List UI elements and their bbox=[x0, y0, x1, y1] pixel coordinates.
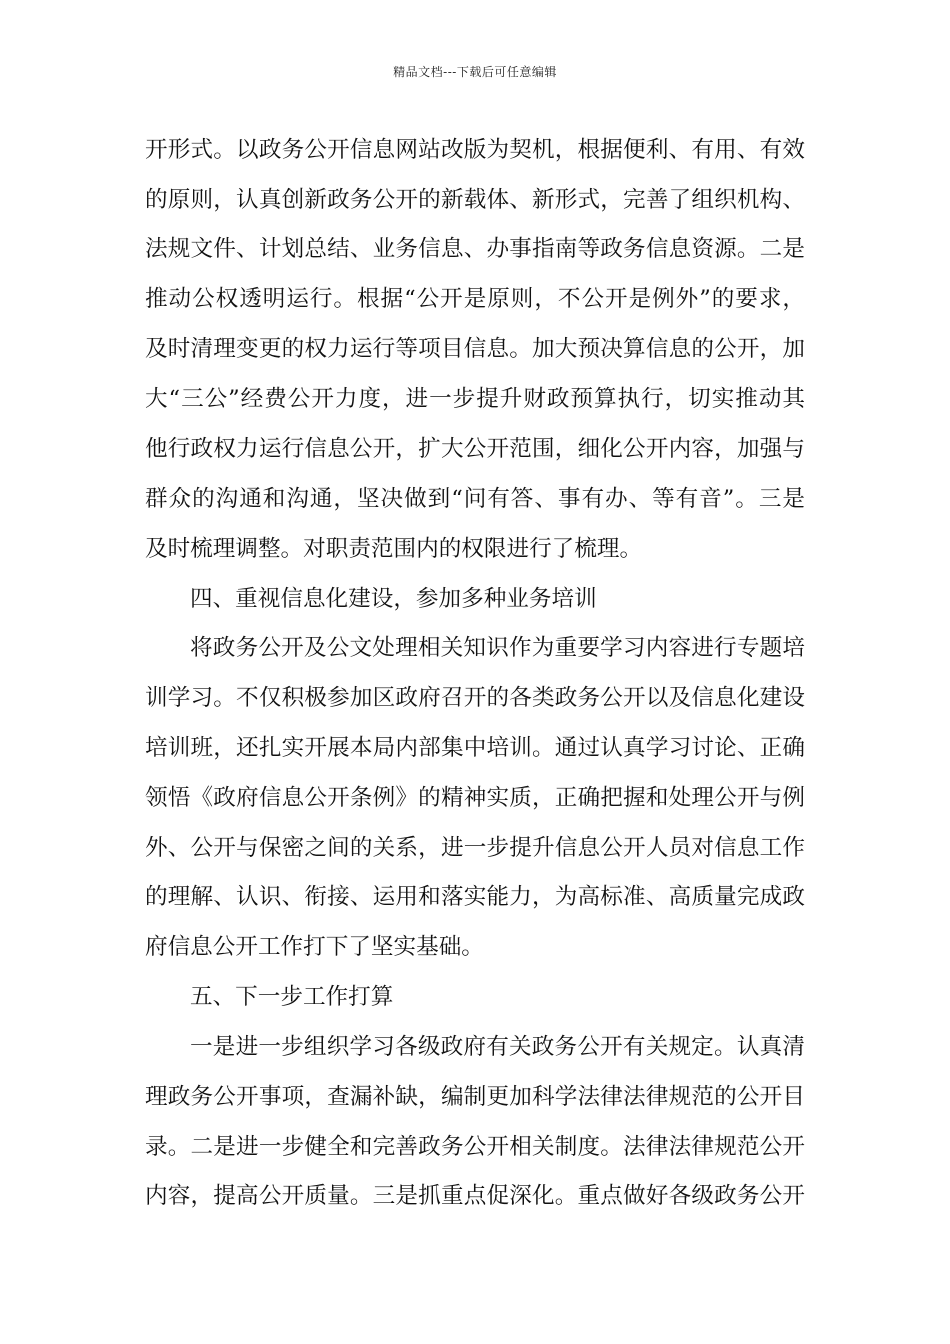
body-line: 训学习。不仅积极参加区政府召开的各类政务公开以及信息化建设 bbox=[145, 685, 805, 711]
body-line: 他行政权力运行信息公开，扩大公开范围，细化公开内容，加强与 bbox=[145, 436, 805, 462]
body-line: 的理解、认识、衔接、运用和落实能力，为高标准、高质量完成政 bbox=[145, 884, 805, 910]
body-line: 理政务公开事项，查漏补缺，编制更加科学法律法律规范的公开目 bbox=[145, 1084, 805, 1110]
body-line: 府信息公开工作打下了坚实基础。 bbox=[145, 934, 484, 960]
body-line: 及时清理变更的权力运行等项目信息。加大预决算信息的公开，加 bbox=[145, 336, 805, 362]
section-heading: 四、重视信息化建设，参加多种业务培训 bbox=[190, 586, 597, 612]
body-line: 法规文件、计划总结、业务信息、办事指南等政务信息资源。二是 bbox=[145, 236, 805, 262]
body-line: 推动公权透明运行。根据“公开是原则，不公开是例外”的要求， bbox=[145, 286, 805, 312]
body-line: 群众的沟通和沟通，坚决做到“问有答、事有办、等有音”。三是 bbox=[145, 486, 805, 512]
body-line: 大“三公”经费公开力度，进一步提升财政预算执行，切实推动其 bbox=[145, 386, 805, 412]
body-line: 及时梳理调整。对职责范围内的权限进行了梳理。 bbox=[145, 536, 643, 562]
page-header: 精品文档---下载后可任意编辑 bbox=[393, 65, 557, 79]
body-line: 录。二是进一步健全和完善政务公开相关制度。法律法律规范公开 bbox=[145, 1134, 805, 1160]
section-heading: 五、下一步工作打算 bbox=[190, 984, 394, 1010]
body-line: 将政务公开及公文处理相关知识作为重要学习内容进行专题培 bbox=[190, 635, 805, 661]
body-line: 一是进一步组织学习各级政府有关政务公开有关规定。认真清 bbox=[190, 1034, 805, 1060]
body-line: 内容，提高公开质量。三是抓重点促深化。重点做好各级政务公开 bbox=[145, 1183, 805, 1209]
body-line: 培训班，还扎实开展本局内部集中培训。通过认真学习讨论、正确 bbox=[145, 735, 805, 761]
body-line: 领悟《政府信息公开条例》的精神实质，正确把握和处理公开与例 bbox=[145, 785, 805, 811]
body-line: 外、公开与保密之间的关系，进一步提升信息公开人员对信息工作 bbox=[145, 835, 805, 861]
body-line: 的原则，认真创新政务公开的新载体、新形式，完善了组织机构、 bbox=[145, 187, 805, 213]
body-line: 开形式。以政务公开信息网站改版为契机，根据便利、有用、有效 bbox=[145, 137, 805, 163]
